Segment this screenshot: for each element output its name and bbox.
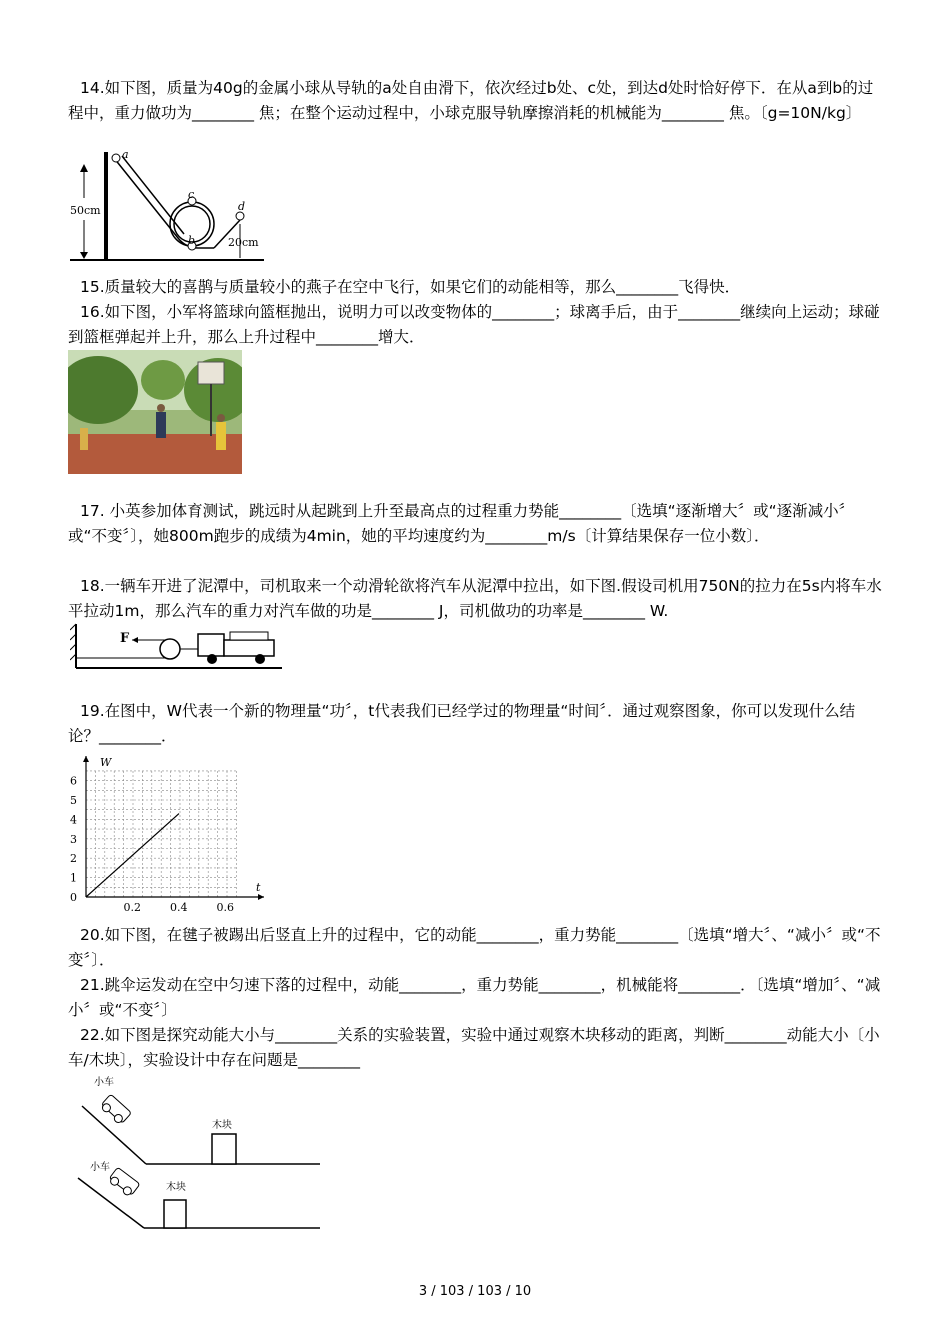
question-text: 16.如下图，小军将篮球向篮框抛出，说明力可以改变物体的________；球离手后，由于________继续向上运动；球碰到篮框弹起并上升，那么上升过程中________增大． xyxy=(68,303,880,346)
question-20 xyxy=(68,923,883,972)
x-axis-arrow xyxy=(258,894,264,900)
question-text: 17. 小英参加体育测试，跳远时从起跳到上升至最高点的过程重力势能________〔选填“逐渐增大〞或“逐渐减小〞或“不变〞〕，她800m跑步的成绩为4min，她的平均速度约为________m/s〔计算结果保存一位小数〕． xyxy=(68,502,855,545)
label-c: c xyxy=(188,188,195,201)
force-label: F xyxy=(120,631,130,646)
question-text: 21.跳伞运发动在空中匀速下落的过程中，动能________，重力势能________，机械能将________．〔选填“增加〞、“减小〞或“不变〞〕 xyxy=(68,976,881,1019)
question-text: 22.如下图是探究动能大小与________关系的实验装置，实验中通过观察木块移动的距离，判断________动能大小〔小车/木块〕，实验设计中存在问题是________ xyxy=(68,1026,880,1069)
question-16 xyxy=(68,300,883,349)
x-axis-label: t xyxy=(256,881,261,894)
car-label-top: 小车 xyxy=(94,1077,114,1088)
data-line xyxy=(86,814,179,897)
y-tick-label: 4 xyxy=(70,813,77,827)
y-tick-label: 2 xyxy=(70,852,77,866)
question-text: 18.一辆车开进了泥潭中，司机取来一个动滑轮欲将汽车从泥潭中拉出，如下图.假设司机用750N的拉力在5s内将车水平拉动1m，那么汽车的重力对汽车做的功是________ J，司机做功的功率是________ W. xyxy=(68,577,882,620)
y-axis-arrow xyxy=(83,756,89,762)
question-19 xyxy=(68,699,883,748)
question-14 xyxy=(68,76,883,125)
question-15 xyxy=(68,275,883,300)
car-label-bottom: 小车 xyxy=(90,1162,110,1173)
height-label-left: 50cm xyxy=(70,204,101,217)
y-tick-label: 6 xyxy=(70,774,77,788)
question-18 xyxy=(68,574,883,623)
track-figure xyxy=(68,148,268,263)
pulley-figure xyxy=(70,622,284,672)
y-axis-label: W xyxy=(100,756,112,769)
question-text: 19.在图中，W代表一个新的物理量“功〞，t代表我们已经学过的物理量“时间〞．通过观察图象，你可以发现什么结论？________． xyxy=(68,702,856,745)
basketball-photo xyxy=(68,350,242,474)
x-tick-label: 0.4 xyxy=(170,901,188,912)
ramps-figure xyxy=(70,1072,330,1238)
question-21 xyxy=(68,973,883,1022)
label-a: a xyxy=(122,148,129,161)
label-b: b xyxy=(188,234,196,247)
x-tick-label: 0.6 xyxy=(216,901,234,912)
x-tick-label: 0.2 xyxy=(123,901,141,912)
height-label-right: 20cm xyxy=(228,236,259,249)
y-tick-label: 5 xyxy=(70,794,77,807)
page-footer: 3 / 103 / 103 / 10 xyxy=(418,1284,532,1299)
y-tick-label: 3 xyxy=(70,832,77,846)
y-tick-label: 1 xyxy=(70,871,77,885)
question-17 xyxy=(68,499,883,548)
block-label-bottom: 木块 xyxy=(166,1182,186,1193)
question-22 xyxy=(68,1023,883,1072)
question-text: 15.质量较大的喜鹊与质量较小的燕子在空中飞行，如果它们的动能相等，那么________飞得快． xyxy=(80,278,741,296)
w-t-graph xyxy=(68,752,273,912)
y-tick-label: 0 xyxy=(70,891,77,904)
question-text: 14.如下图，质量为40g的金属小球从导轨的a处自由滑下，依次经过b处、c处，到达d处时恰好停下．在从a到b的过程中，重力做功为________ 焦；在整个运动过程中，小球克服导轨摩擦消耗的机械能为________ 焦。〔g=10N/kg〕 xyxy=(68,79,874,122)
question-text: 20.如下图，在毽子被踢出后竖直上升的过程中，它的动能________，重力势能________〔选填“增大〞、“减小〞或“不变〞〕． xyxy=(68,926,881,969)
label-d: d xyxy=(238,200,246,213)
block-label-top: 木块 xyxy=(212,1120,232,1131)
